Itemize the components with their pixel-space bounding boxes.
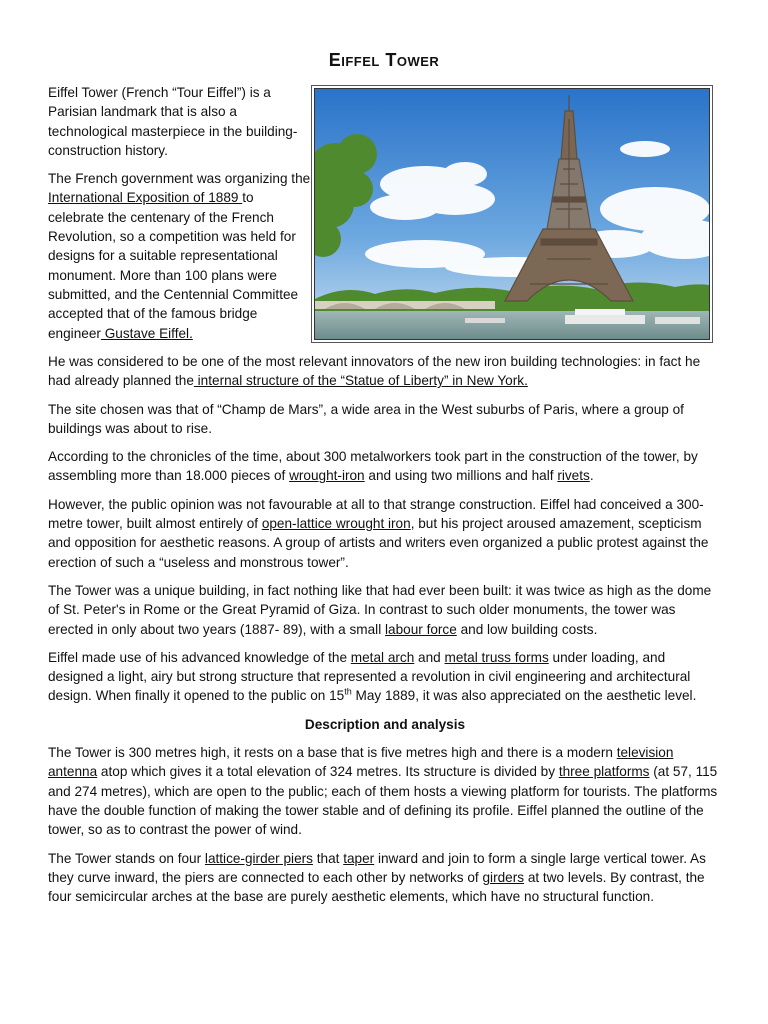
paragraph-height — [48, 743, 722, 839]
text-span: and low building costs. — [456, 621, 598, 637]
paragraph-statue-of-liberty — [48, 352, 722, 391]
page-title: Eiffel Tower — [328, 50, 440, 70]
paragraph-piers — [48, 849, 722, 907]
section-heading: Description and analysis — [304, 716, 466, 732]
eiffel-tower-photo — [314, 88, 710, 340]
link-lattice-girder-piers[interactable]: lattice-girder piers — [204, 850, 313, 866]
text-span: According to the chronicles of the time, about 300 metalworkers took part in the construction of the tower, by assembling more than 18.000 pieces of — [48, 449, 698, 484]
link-metal-truss-forms[interactable]: metal truss forms — [444, 649, 549, 665]
text-span: Eiffel made use of his advanced knowledge of the — [48, 649, 351, 665]
link-television-antenna[interactable]: television antenna — [48, 745, 674, 780]
text-span: However, the public opinion was not favourable at all to that strange construction. Eiffel had conceived a 300-metre tower, built almost entirely of — [48, 496, 704, 532]
intro-text — [48, 83, 312, 352]
link-girders[interactable]: girders — [482, 869, 525, 885]
text-span: inward and join to form a single large vertical tower. As they curve inward, the piers are connected to each other by networks of — [48, 850, 706, 885]
link-three-platforms[interactable]: three platforms — [558, 764, 650, 780]
text-span: to celebrate the centenary of the French Revolution, so a competition was held for designs for a suitable representational monument. More than 100 plans were submitted, and the Centennial Committee accepted that of the famous bridge engineer — [48, 190, 299, 341]
eiffel-tower-illustration — [315, 89, 709, 339]
text-span: The French government was organizing the — [48, 171, 311, 187]
link-statue-of-liberty[interactable]: internal structure of the “Statue of Liberty” in New York. — [193, 373, 528, 389]
link-rivets[interactable]: rivets — [557, 468, 590, 484]
superscript: th — [344, 686, 352, 697]
text-span: and using two millions and half — [364, 468, 558, 484]
text-span: He was considered to be one of the most relevant innovators of the new iron building technologies: in fact he had already planned the — [48, 354, 701, 389]
text-span: that — [312, 850, 344, 866]
text-span: at two levels. By contrast, the four semicircular arches at the base are purely aesthetic elements, which have no structural function. — [48, 869, 705, 905]
text-span: The Tower stands on four — [48, 850, 205, 866]
link-wrought-iron[interactable]: wrought-iron — [289, 468, 365, 484]
text-span: May 1889, it was also appreciated on the aesthetic level. — [351, 688, 697, 704]
text-span: (at 57, 115 and 274 metres), which are open to the public; each of them hosts a viewing platform for tourists. The platforms have the double function of making the tower stable and of defining its profile. Eiffel planned the outline of the tower, so as to contrast the power of wind. — [48, 764, 718, 838]
text-span: under loading, and designed a light, airy but strong structure that represented a revolution in civil engineering and architectural design. When finally it opened to the public on 15 — [48, 649, 691, 704]
link-labour-force[interactable]: labour force — [385, 621, 457, 637]
paragraph-unique-building — [48, 581, 722, 639]
body-text — [48, 352, 722, 915]
intro-paragraph-2 — [48, 169, 312, 343]
paragraph-public-opinion — [48, 495, 722, 572]
text-span: and — [414, 649, 445, 665]
link-metal-arch[interactable]: metal arch — [350, 649, 415, 665]
link-international-exposition[interactable]: International Exposition of 1889 — [48, 190, 243, 206]
link-taper[interactable]: taper — [343, 850, 375, 866]
paragraph-metal-arch — [48, 648, 722, 706]
link-open-lattice-wrought-iron[interactable]: open-lattice wrought iron — [261, 516, 411, 532]
text-span: , but his project aroused amazement, scepticism and opposition for aesthetic reasons. A group of artists and writers even organized a public protest against the erection of such a “useless and monstrous tower”. — [48, 516, 709, 570]
link-gustave-eiffel[interactable]: Gustave Eiffel. — [100, 325, 193, 341]
text-span: . — [589, 468, 594, 484]
text-span: The Tower is 300 metres high, it rests on a base that is five metres high and there is a modern — [48, 745, 617, 761]
paragraph-construction — [48, 447, 722, 486]
text-span: atop which gives it a total elevation of 324 metres. Its structure is divided by — [97, 764, 559, 780]
text-span: The Tower was a unique building, in fact nothing like that had ever been built: it was twice as high as the dome of St. Peter's in Rome or the Great Pyramid of Giza. In contrast to such older monuments, the tower was erected in only about two years (1887- 89), with a small — [48, 582, 712, 637]
paragraph-champ-de-mars: The site chosen was that of “Champ de Mars”, a wide area in the West suburbs of Paris, where a group of buildings was about to rise. — [48, 401, 684, 436]
intro-paragraph-1: Eiffel Tower (French “Tour Eiffel”) is a Parisian landmark that is also a technological masterpiece in the building-construction history. — [48, 85, 298, 158]
